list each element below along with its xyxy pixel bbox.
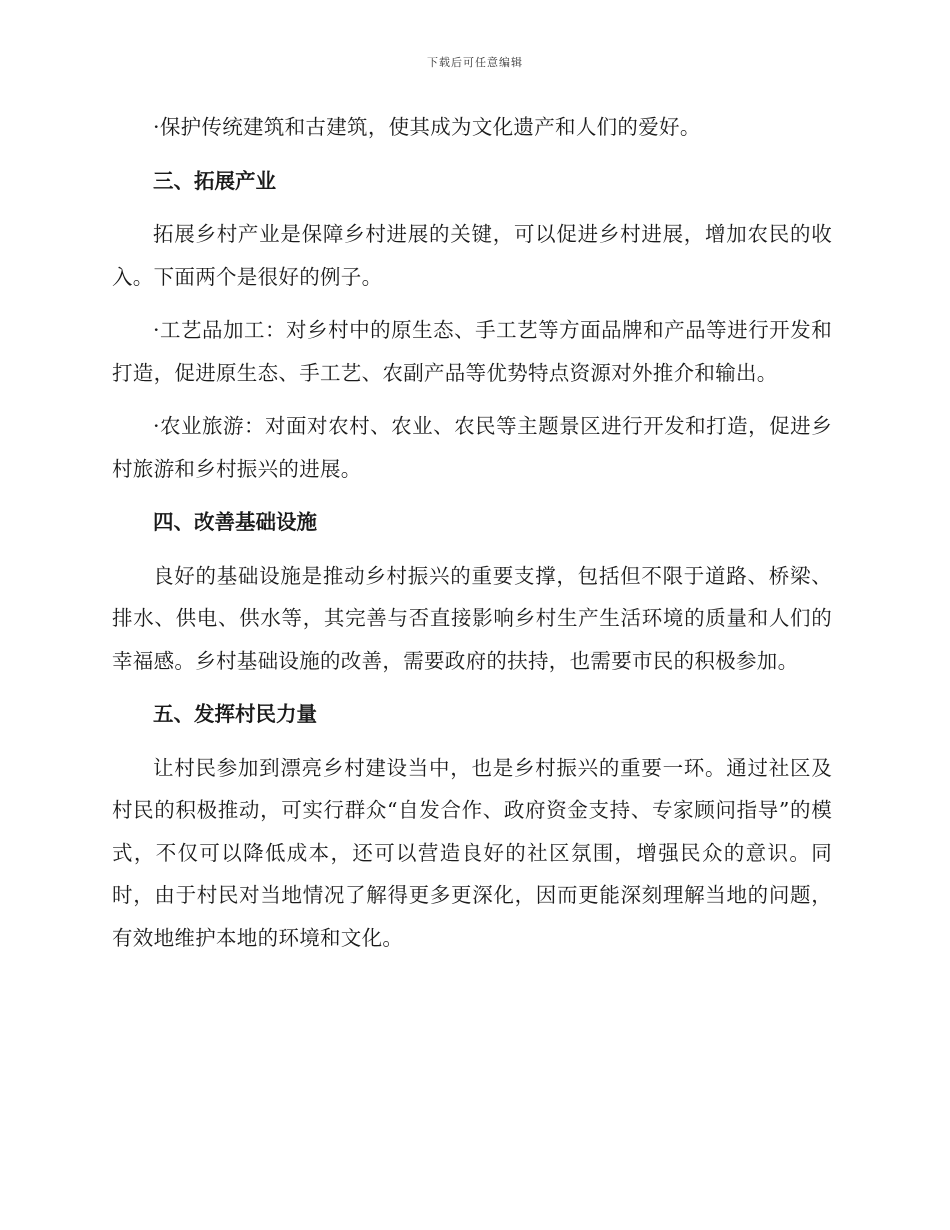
paragraph-infrastructure: 良好的基础设施是推动乡村振兴的重要支撑，包括但不限于道路、桥梁、排水、供电、供水等，其完善与否直接影响乡村生产生活环境的质量和人们的幸福感。乡村基础设施的改善，需要政府的扶持，也需要市民的积极参加。	[112, 563, 832, 673]
header-note: 下载后可任意编辑	[427, 56, 523, 69]
paragraph-villagers: 让村民参加到漂亮乡村建设当中，也是乡村振兴的重要一环。通过社区及村民的积极推动，可实行群众“自发合作、政府资金支持、专家顾问指导”的模式，不仅可以降低成本，还可以营造良好的社区氛围，增强民众的意识。同时，由于村民对当地情况了解得更多更深化，因而更能深刻理解当地的问题，有效地维护本地的环境和文化。	[112, 755, 832, 950]
section-heading-villagers: 五、发挥村民力量	[153, 702, 317, 726]
bullet-tourism: ·农业旅游：对面对农村、农业、农民等主题景区进行开发和打造，促进乡村旅游和乡村振兴的进展。	[112, 414, 832, 481]
document-body	[112, 106, 832, 959]
bullet-crafts: ·工艺品加工：对乡村中的原生态、手工艺等方面品牌和产品等进行开发和打造，促进原生态、手工艺、农副产品等优势特点资源对外推介和输出。	[112, 318, 832, 385]
section-heading-infrastructure: 四、改善基础设施	[153, 510, 317, 534]
section-heading-expand-industry: 三、拓展产业	[153, 168, 276, 193]
paragraph-expand-industry: 拓展乡村产业是保障乡村进展的关键，可以促进乡村进展，增加农民的收入。下面两个是很好的例子。	[112, 222, 832, 289]
bullet-heritage: ·保护传统建筑和古建筑，使其成为文化遗产和人们的爱好。	[153, 115, 701, 139]
